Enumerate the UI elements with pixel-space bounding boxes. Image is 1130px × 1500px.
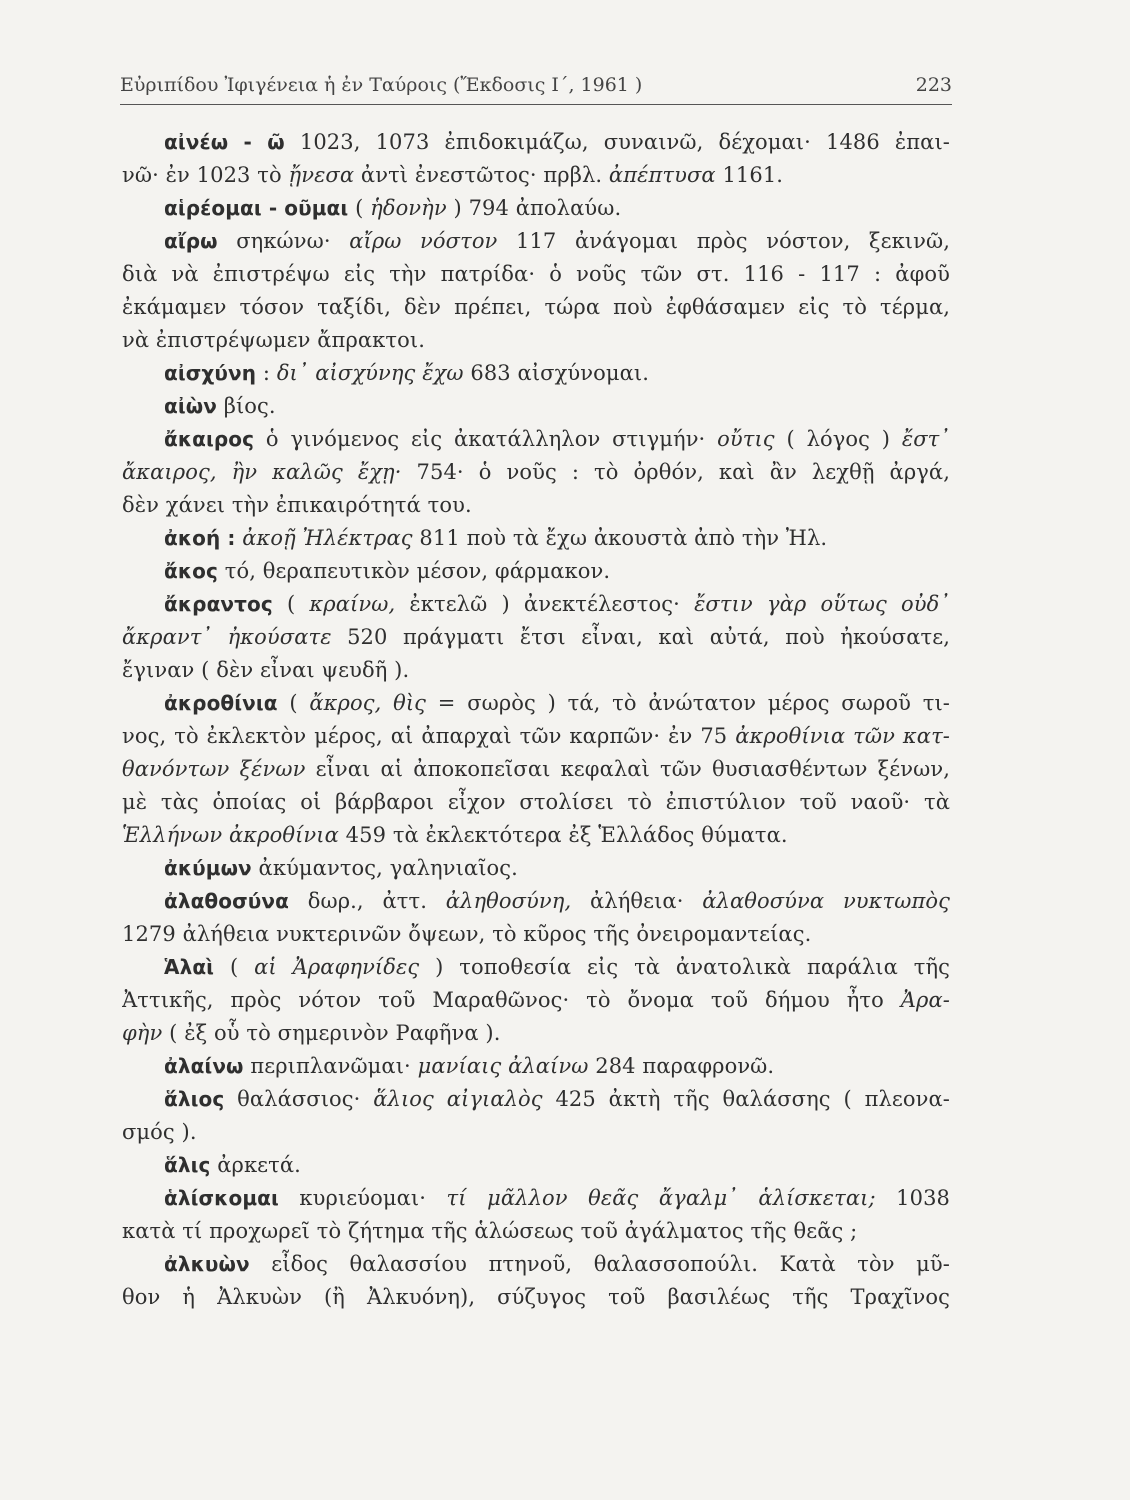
headword: αἰνέω - ῶ [164,130,285,154]
headword: ἄκος [164,559,218,583]
text-line [122,489,950,522]
quotation: κραίνω, [309,592,396,616]
definition-text: ὁ γινόμενος εἰς ἀκατάλληλον στιγμήν· [254,427,718,451]
definition-text: 1279 ἀλήθεια νυκτερινῶν ὄψεων, τὸ κῦρος τῆς ὀνειρομαντείας. [122,922,812,946]
text-line [122,357,950,390]
quotation: θανόντων ξένων [122,757,306,781]
headword: ἁλίσκομαι [164,1186,279,1210]
quotation: Ἑλλήνων ἀκροθίνια [122,823,339,847]
text-line [122,1050,950,1083]
text-line [122,1149,950,1182]
definition-text: 1038 [875,1186,950,1210]
text-line [122,786,950,819]
definition-text: ) τοποθεσία εἰς τὰ ἀνατολικὰ παράλια τῆς [419,955,950,979]
definition-text: ( [272,592,310,616]
quotation: Ἀρα- [900,988,950,1012]
text-line [122,951,950,984]
quotation: ἡδονὴν [370,196,447,220]
quotation: ἀπέπτυσα [608,163,716,187]
definition-text: ἐκτελῶ ) ἀνεκτέλεστος· [395,592,695,616]
text-line [122,192,950,225]
definition-text: = σωρὸς ) τά, τὸ ἀνώτατον μέρος σωροῦ τι- [426,691,950,715]
definition-text: θον ἡ Ἀλκυὼν (ἢ Ἀλκυόνη), σύζυγος τοῦ βασιλέως τῆς Τραχῖνος [122,1285,950,1309]
text-line [122,258,950,291]
text-line [122,654,950,687]
headword: ἀκύμων [164,856,252,880]
text-line [122,1182,950,1215]
text-line [122,390,950,423]
quotation: ἀκοῇ Ἠλέκτρας [242,526,413,550]
text-line [122,423,950,456]
definition-text: ἐκάμαμεν τόσον ταξίδι, δὲν πρέπει, τώρα ποὺ ἐφθάσαμεν εἰς τὸ τέρμα, [122,295,950,319]
headword: ἀλκυὼν [164,1252,250,1276]
headword: ἀκοή : [164,526,236,550]
headword: ἀκροθίνια [164,691,278,715]
definition-text: 1161. [715,163,784,187]
running-title: Εὐριπίδου Ἰφιγένεια ἡ ἐν Ταύροις (Ἔκδοσις Ι΄, 1961 ) [120,74,643,96]
text-line [122,1116,950,1149]
definition-text: ( ἐξ οὗ τὸ σημερινὸν Ραφῆνα ). [162,1021,501,1045]
text-line [122,918,950,951]
definition-text: 117 ἀνάγομαι πρὸς νόστον, ξεκινῶ, [497,229,950,253]
definition-text: νος, τὸ ἐκλεκτὸν μέρος, αἱ ἀπαρχαὶ τῶν καρπῶν· ἐν 75 [122,724,736,748]
text-line [122,324,950,357]
headword: ἀλαίνω [164,1054,244,1078]
text-line [122,1083,950,1116]
headword: ἀλαθοσύνα [164,889,289,913]
text-line [122,456,950,489]
text-line [122,159,950,192]
text-line [122,621,950,654]
definition-text: 520 πράγματι ἔτσι εἶναι, καὶ αὐτά, ποὺ ἠκούσατε, [331,625,950,649]
headword: αἱρέομαι - οῦμαι [164,196,349,220]
text-line [122,126,950,159]
text-line [122,522,950,555]
quotation: ἄκαιρος, ἢν καλῶς ἔχῃ· [122,460,402,484]
text-line [122,885,950,918]
definition-text: εἶδος θαλασσίου πτηνοῦ, θαλασσοπούλι. Κατὰ τὸν μῦ- [249,1252,950,1276]
quotation: φὴν [122,1021,163,1045]
text-line [122,555,950,588]
definition-text: ( [277,691,310,715]
quotation: δι᾽ αἰσχύνης ἔχω [276,361,464,385]
quotation: αἴρω νόστον [349,229,498,253]
definition-text: κυριεύομαι· [278,1186,447,1210]
definition-text: 284 παραφρονῶ. [588,1054,775,1078]
definition-text: σηκώνω· [217,229,350,253]
quotation: τί μᾶλλον θεᾶς ἄγαλμ᾽ ἁλίσκεται; [446,1186,876,1210]
quotation: ἀλαθοσύνα νυκτωπὸς [702,889,950,913]
headword: ἄκαιρος [164,427,255,451]
headword: αἰὼν [164,394,217,418]
definition-text: ( [348,196,371,220]
text-line [122,291,950,324]
page-number: 223 [915,74,952,96]
quotation: ἔστιν γὰρ οὕτως οὐδ᾽ [694,592,950,616]
text-line [122,1281,950,1314]
definition-text: 1023, 1073 ἐπιδοκιμάζω, συναινῶ, δέχομαι· 1486 ἐπαι- [284,130,950,154]
text-line [122,984,950,1017]
text-line [122,720,950,753]
definition-text: μὲ τὰς ὁποίας οἱ βάρβαροι εἶχον στολίσει τὸ ἐπιστύλιον τοῦ ναοῦ· τὰ [122,790,950,814]
headword: Ἁλαὶ [164,955,215,979]
text-line [122,1248,950,1281]
text-line [122,225,950,258]
quotation: ἀληθοσύνη, [445,889,572,913]
definition-text: δωρ., ἀττ. [288,889,446,913]
definition-text: 811 ποὺ τὰ ἔχω ἀκουστὰ ἀπὸ τὴν Ἠλ. [412,526,828,550]
definition-text: ( [214,955,255,979]
text-line [122,687,950,720]
definition-text: σμός ). [122,1120,197,1144]
definition-text: 425 ἀκτὴ τῆς θαλάσσης ( πλεονα- [542,1087,950,1111]
headword: αἰσχύνη [164,361,257,385]
quotation: μανίαις ἀλαίνω [417,1054,589,1078]
glossary-body [122,126,950,1314]
quotation: ἅλιος αἰγιαλὸς [373,1087,543,1111]
quotation: ᾔνεσα [288,163,355,187]
quotation: ἀκροθίνια τῶν κατ- [735,724,950,748]
definition-text: ( λόγος ) [774,427,902,451]
headword: ἄκραντος [164,592,273,616]
text-line [122,588,950,621]
definition-text: ἀκύμαντος, γαληνιαῖος. [251,856,518,880]
definition-text: εἶναι αἱ ἀποκοπεῖσαι κεφαλαὶ τῶν θυσιασθέντων ξένων, [305,757,950,781]
definition-text: περιπλανῶμαι· [243,1054,418,1078]
text-line [122,1215,950,1248]
definition-text: Ἀττικῆς, πρὸς νότον τοῦ Μαραθῶνος· τὸ ὄνομα τοῦ δήμου ἦτο [122,988,901,1012]
headword: αἴρω [164,229,218,253]
definition-text: θαλάσσιος· [224,1087,374,1111]
running-header [120,74,952,105]
definition-text: βίος. [216,394,276,418]
definition-text: ἀλήθεια· [571,889,703,913]
text-line [122,852,950,885]
definition-text: ἀντὶ ἐνεστῶτος· πρβλ. [354,163,609,187]
definition-text: 459 τὰ ἐκλεκτότερα ἐξ Ἑλλάδος θύματα. [338,823,788,847]
definition-text: ἔγιναν ( δὲν εἶναι ψευδῆ ). [122,658,410,682]
text-line [122,819,950,852]
definition-text: ἀρκετά. [210,1153,301,1177]
quotation: αἱ Ἀραφηνίδες [254,955,420,979]
headword: ἅλιος [164,1087,225,1111]
definition-text: 683 αἰσχύνομαι. [463,361,650,385]
definition-text: τό, θεραπευτικὸν μέσον, φάρμακον. [217,559,611,583]
definition-text: δὲν χάνει τὴν ἐπικαιρότητά του. [122,493,472,517]
definition-text: νῶ· ἐν 1023 τὸ [122,163,289,187]
definition-text: ) 794 ἀπολαύω. [446,196,622,220]
text-line [122,1017,950,1050]
headword: ἅλις [164,1153,211,1177]
definition-text: : [256,361,277,385]
definition-text: νὰ ἐπιστρέψωμεν ἄπρακτοι. [122,328,425,352]
definition-text: 754· ὁ νοῦς : τὸ ὀρθόν, καὶ ἂν λεχθῇ ἀργά, [401,460,950,484]
quotation: οὔτις [717,427,775,451]
quotation: ἔστ᾽ [901,427,950,451]
definition-text: διὰ νὰ ἐπιστρέψω εἰς τὴν πατρίδα· ὁ νοῦς τῶν στ. 116 - 117 : ἀφοῦ [122,262,950,286]
text-line [122,753,950,786]
quotation: ἄκραντ᾽ ἠκούσατε [122,625,332,649]
quotation: ἄκρος, θὶς [309,691,427,715]
definition-text: κατὰ τί προχωρεῖ τὸ ζήτημα τῆς ἁλώσεως τοῦ ἀγάλματος τῆς θεᾶς ; [122,1219,858,1243]
